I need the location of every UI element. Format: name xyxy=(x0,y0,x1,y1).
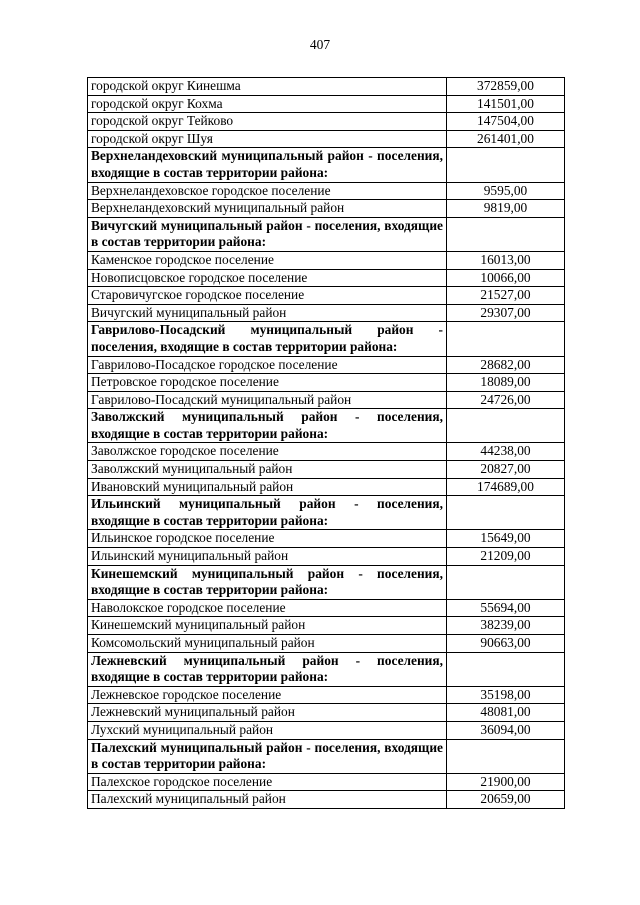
amount-cell xyxy=(447,565,565,599)
table-row xyxy=(88,721,565,739)
table-row xyxy=(88,251,565,269)
section-title: Палехский муниципальный район - поселения, входящие в состав территории района: xyxy=(88,739,447,773)
amount-cell: 90663,00 xyxy=(447,635,565,653)
table-row xyxy=(88,773,565,791)
table-row xyxy=(88,599,565,617)
amount-cell: 21527,00 xyxy=(447,287,565,305)
budget-table xyxy=(87,77,565,809)
territory-name: Наволокское городское поселение xyxy=(88,599,447,617)
section-title: Заволжский муниципальный район - поселения, входящие в состав территории района: xyxy=(88,409,447,443)
table-row xyxy=(88,269,565,287)
table-row xyxy=(88,461,565,479)
territory-name: Гаврилово-Посадское городское поселение xyxy=(88,356,447,374)
territory-name: Заволжское городское поселение xyxy=(88,443,447,461)
section-header-row xyxy=(88,409,565,443)
table-row xyxy=(88,130,565,148)
amount-cell: 55694,00 xyxy=(447,599,565,617)
amount-cell xyxy=(447,217,565,251)
table-row xyxy=(88,686,565,704)
territory-name: городской округ Тейково xyxy=(88,113,447,131)
territory-name: Вичугский муниципальный район xyxy=(88,304,447,322)
table-row xyxy=(88,443,565,461)
section-header-row xyxy=(88,217,565,251)
section-title: Ильинский муниципальный район - поселения, входящие в состав территории района: xyxy=(88,496,447,530)
amount-cell: 44238,00 xyxy=(447,443,565,461)
section-title: Вичугский муниципальный район - поселения, входящие в состав территории района: xyxy=(88,217,447,251)
section-title: Верхнеландеховский муниципальный район - поселения, входящие в состав территории района: xyxy=(88,148,447,182)
amount-cell: 36094,00 xyxy=(447,721,565,739)
amount-cell xyxy=(447,496,565,530)
table-body xyxy=(88,78,565,809)
table-row xyxy=(88,548,565,566)
amount-cell: 16013,00 xyxy=(447,251,565,269)
table-row xyxy=(88,95,565,113)
table-row xyxy=(88,356,565,374)
territory-name: Лежневское городское поселение xyxy=(88,686,447,704)
section-title: Лежневский муниципальный район - поселения, входящие в состав территории района: xyxy=(88,652,447,686)
table-row xyxy=(88,391,565,409)
amount-cell: 147504,00 xyxy=(447,113,565,131)
amount-cell: 18089,00 xyxy=(447,374,565,392)
table-row xyxy=(88,287,565,305)
table-row xyxy=(88,791,565,809)
territory-name: Ивановский муниципальный район xyxy=(88,478,447,496)
amount-cell: 20659,00 xyxy=(447,791,565,809)
amount-cell: 261401,00 xyxy=(447,130,565,148)
territory-name: Каменское городское поселение xyxy=(88,251,447,269)
territory-name: Кинешемский муниципальный район xyxy=(88,617,447,635)
amount-cell: 9595,00 xyxy=(447,182,565,200)
table-row xyxy=(88,374,565,392)
amount-cell xyxy=(447,409,565,443)
amount-cell: 174689,00 xyxy=(447,478,565,496)
territory-name: Старовичугское городское поселение xyxy=(88,287,447,305)
amount-cell: 9819,00 xyxy=(447,200,565,218)
territory-name: Палехский муниципальный район xyxy=(88,791,447,809)
territory-name: городской округ Шуя xyxy=(88,130,447,148)
territory-name: Ильинское городское поселение xyxy=(88,530,447,548)
table-row xyxy=(88,478,565,496)
territory-name: Верхнеландеховское городское поселение xyxy=(88,182,447,200)
territory-name: Гаврилово-Посадский муниципальный район xyxy=(88,391,447,409)
amount-cell: 141501,00 xyxy=(447,95,565,113)
territory-name: Заволжский муниципальный район xyxy=(88,461,447,479)
amount-cell: 15649,00 xyxy=(447,530,565,548)
section-header-row xyxy=(88,652,565,686)
table-row xyxy=(88,635,565,653)
amount-cell: 372859,00 xyxy=(447,78,565,96)
territory-name: Комсомольский муниципальный район xyxy=(88,635,447,653)
table-row xyxy=(88,182,565,200)
amount-cell: 29307,00 xyxy=(447,304,565,322)
section-header-row xyxy=(88,739,565,773)
table-row xyxy=(88,617,565,635)
territory-name: Верхнеландеховский муниципальный район xyxy=(88,200,447,218)
amount-cell: 20827,00 xyxy=(447,461,565,479)
territory-name: Палехское городское поселение xyxy=(88,773,447,791)
table-row xyxy=(88,304,565,322)
amount-cell: 48081,00 xyxy=(447,704,565,722)
amount-cell xyxy=(447,652,565,686)
section-title: Кинешемский муниципальный район - поселения, входящие в состав территории района: xyxy=(88,565,447,599)
table-row xyxy=(88,78,565,96)
amount-cell: 21209,00 xyxy=(447,548,565,566)
territory-name: городской округ Кохма xyxy=(88,95,447,113)
section-header-row xyxy=(88,496,565,530)
table-row xyxy=(88,200,565,218)
amount-cell: 24726,00 xyxy=(447,391,565,409)
territory-name: Петровское городское поселение xyxy=(88,374,447,392)
table-row xyxy=(88,113,565,131)
amount-cell: 21900,00 xyxy=(447,773,565,791)
territory-name: Новописцовское городское поселение xyxy=(88,269,447,287)
amount-cell: 38239,00 xyxy=(447,617,565,635)
territory-name: Лежневский муниципальный район xyxy=(88,704,447,722)
page-number: 407 xyxy=(309,37,331,52)
amount-cell: 35198,00 xyxy=(447,686,565,704)
territory-name: Ильинский муниципальный район xyxy=(88,548,447,566)
section-header-row xyxy=(88,148,565,182)
section-header-row xyxy=(88,565,565,599)
amount-cell: 10066,00 xyxy=(447,269,565,287)
amount-cell xyxy=(447,322,565,356)
amount-cell: 28682,00 xyxy=(447,356,565,374)
table-row xyxy=(88,530,565,548)
section-title: Гаврилово-Посадский муниципальный район - поселения, входящие в состав территории района: xyxy=(88,322,447,356)
table-row xyxy=(88,704,565,722)
section-header-row xyxy=(88,322,565,356)
territory-name: Лухский муниципальный район xyxy=(88,721,447,739)
amount-cell xyxy=(447,739,565,773)
amount-cell xyxy=(447,148,565,182)
territory-name: городской округ Кинешма xyxy=(88,78,447,96)
